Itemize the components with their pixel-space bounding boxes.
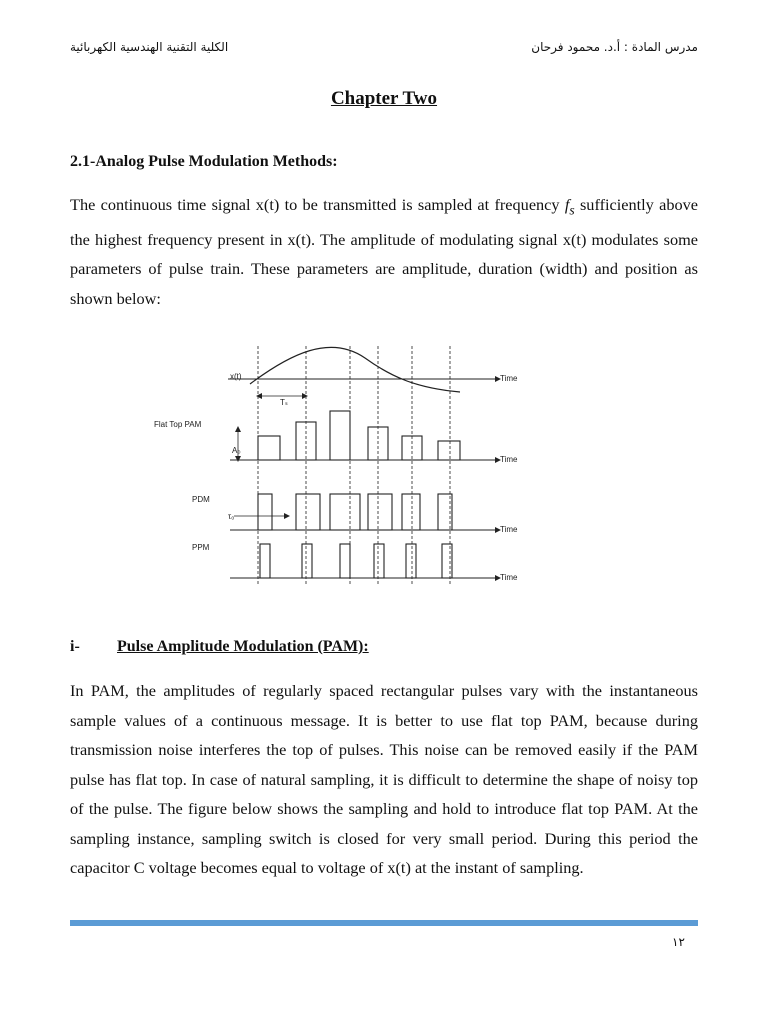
a0-label: A₀ — [232, 446, 241, 455]
t0-label: τ₀ — [228, 512, 235, 521]
intro-text-start: The continuous time signal x(t) to be transmitted is sampled at frequency — [70, 195, 565, 214]
sampling-period-label: Tₛ — [280, 398, 288, 407]
header-college-name: الكلية التقنية الهندسية الكهربائية — [70, 40, 229, 54]
subsection-number: i- — [70, 638, 80, 655]
page-number: ١٢ — [672, 935, 685, 949]
pulse-modulation-figure — [150, 332, 540, 592]
ppm-pulses — [260, 544, 452, 578]
pam-paragraph: In PAM, the amplitudes of regularly spaced rectangular pulses vary with the instantaneous sample values of a continuous message. It is better to use flat top PAM, because during transmission noise interferes the top of pulses. This noise can be removed easily if the PAM pulse has flat top. In case of natural sampling, it is difficult to determine the shape of noisy top of the pulse. The figure below shows the sampling and hold to introduce flat top PAM. At the sampling instance, sampling switch is closed for very small period. During this period the capacitor C voltage becomes equal to voltage of x(t) at the instant of sampling. — [70, 681, 698, 877]
pdm-label: PDM — [192, 495, 210, 504]
footer-rule — [70, 920, 698, 926]
pdm-pulses — [258, 494, 452, 530]
sampling-frequency-symbol: $f_s$ — [564, 195, 575, 218]
ppm-label: PPM — [192, 543, 210, 552]
pam-pulses — [258, 411, 460, 460]
ppm-time-label: Time — [500, 573, 518, 582]
pam-subsection-heading — [70, 638, 369, 656]
intro-paragraph — [70, 190, 698, 313]
pdm-time-label: Time — [500, 525, 518, 534]
sampling-instant-lines — [258, 346, 450, 584]
xt-time-label: Time — [500, 374, 518, 383]
header-lecturer-name: مدرس المادة : أ.د. محمود فرحان — [531, 40, 698, 54]
flat-top-pam-label: Flat Top PAM — [154, 420, 202, 429]
intro-text-end: sufficiently above the highest frequency present in x(t). The amplitude of modulating signal x(t) modulates some parameters of pulse train. These parameters are amplitude, duration (width) and position as shown below: — [70, 195, 698, 308]
message-signal-curve — [250, 347, 460, 392]
pam-time-label: Time — [500, 455, 518, 464]
section-heading: 2.1-Analog Pulse Modulation Methods: — [70, 153, 338, 170]
xt-label: x(t) — [230, 372, 242, 381]
chapter-title: Chapter Two — [330, 88, 438, 109]
subsection-title: Pulse Amplitude Modulation (PAM): — [117, 638, 369, 655]
